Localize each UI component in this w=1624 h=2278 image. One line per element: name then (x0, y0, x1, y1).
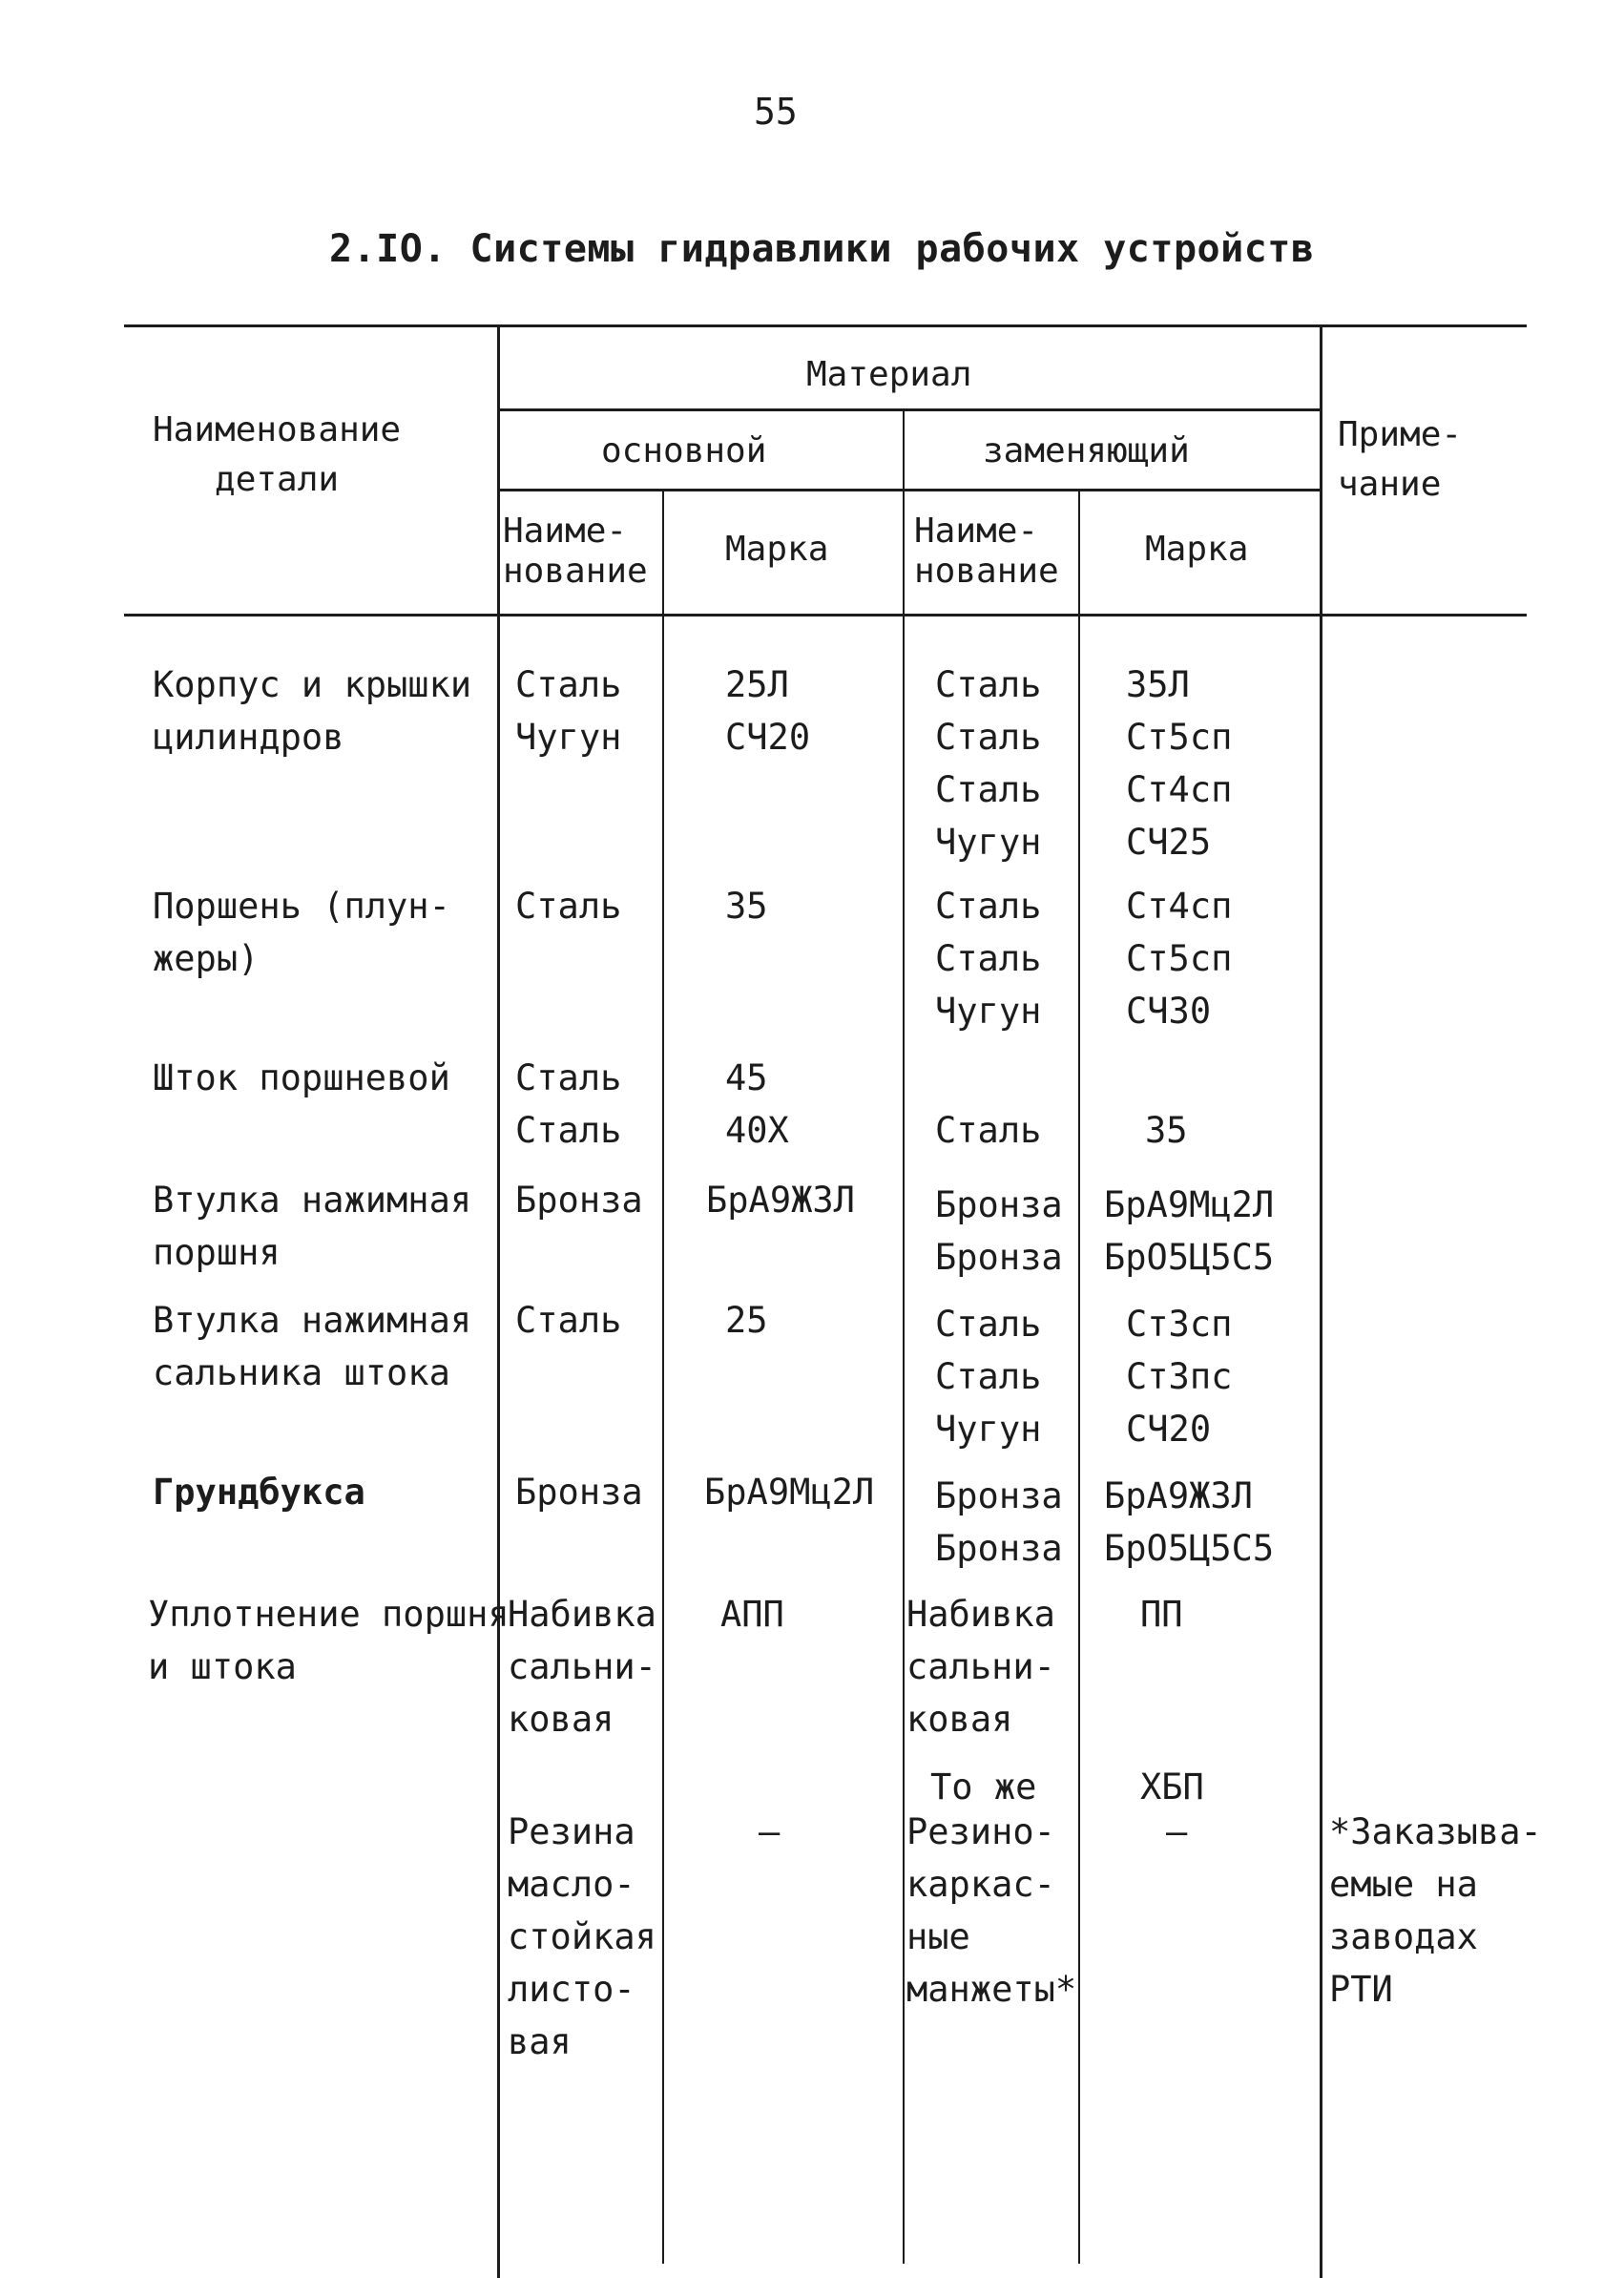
page-number: 55 (754, 91, 798, 133)
material-header-rule (498, 408, 1321, 411)
main-grade-cell: – (759, 1811, 781, 1852)
main-grade-cell: 25Л СЧ20 (725, 664, 811, 758)
main-grade-cell: БрА9Ж3Л (706, 1180, 855, 1221)
sub-name-cell: Набивка сальни- ковая (906, 1594, 1055, 1740)
header-substitute: заменяющий (983, 431, 1190, 470)
table-row: Резина масло- стойкая листо- вая (508, 1811, 656, 2062)
sub-grade-cell: ХБП (1140, 1766, 1204, 1808)
header-material: Материал (806, 355, 972, 394)
table-row: Втулка нажимная поршня (153, 1180, 472, 1273)
sub-name-cell: Резино- каркас- ные манжеты* (906, 1811, 1077, 2010)
table-row: Корпус и крышки цилиндров (153, 664, 472, 758)
sub-grade-cell: БрА9Мц2Л БрО5Ц5С5 (1104, 1184, 1275, 1278)
col-divider (662, 491, 664, 2264)
table-row: Шток поршневой (153, 1057, 450, 1098)
main-grade-cell: БрА9Мц2Л (704, 1472, 875, 1513)
table-row: Грундбукса (153, 1472, 365, 1513)
col-divider (1320, 326, 1322, 2278)
main-name-cell: Бронза (515, 1472, 643, 1513)
main-name-cell: Сталь Чугун (515, 664, 622, 758)
section-title: 2.IO. Системы гидравлики рабочих устройств (329, 227, 1315, 271)
header-main-grade: Марка (725, 530, 829, 569)
main-name-cell: Бронза (515, 1180, 643, 1221)
table-top-rule (124, 324, 1527, 327)
col-divider (1078, 491, 1080, 2264)
sub-name-cell: Сталь Сталь Чугун (935, 886, 1042, 1032)
main-name-cell: Сталь (515, 1300, 622, 1341)
table-row: Уплотнение поршня и штока (148, 1594, 510, 1687)
col-divider (497, 326, 500, 2278)
subheader-rule (498, 489, 1321, 491)
sub-name-cell: Сталь Сталь Чугун (935, 1304, 1042, 1450)
main-name-cell: Сталь Сталь (515, 1057, 622, 1151)
header-sub-grade: Марка (1145, 530, 1249, 569)
col-divider (903, 410, 905, 2264)
main-grade-cell: 45 40Х (725, 1057, 789, 1151)
sub-name-cell: Бронза Бронза (935, 1475, 1063, 1569)
header-note: Приме- чание (1338, 415, 1463, 504)
sub-grade-cell: ПП (1140, 1594, 1183, 1635)
sub-grade-cell: 35 (1145, 1110, 1188, 1151)
main-grade-cell: 35 (725, 886, 768, 927)
sub-grade-cell: – (1166, 1811, 1188, 1852)
sub-grade-cell: Ст3сп Ст3пс СЧ20 (1126, 1304, 1233, 1450)
main-grade-cell: 25 (725, 1300, 768, 1341)
sub-name-cell: Бронза Бронза (935, 1184, 1063, 1278)
header-bottom-rule (124, 614, 1527, 617)
main-name-cell: Набивка сальни- ковая (508, 1594, 656, 1740)
header-part-name: Наименование детали (153, 410, 402, 499)
sub-name-cell: Сталь (935, 1110, 1042, 1151)
sub-grade-cell: БрА9Ж3Л БрО5Ц5С5 (1104, 1475, 1275, 1569)
table-row: Втулка нажимная сальника штока (153, 1300, 472, 1393)
main-name-cell: Сталь (515, 886, 622, 927)
sub-name-cell: То же (930, 1766, 1037, 1808)
sub-grade-cell: 35Л Ст5сп Ст4сп СЧ25 (1126, 664, 1233, 863)
sub-grade-cell: Ст4сп Ст5сп СЧ30 (1126, 886, 1233, 1032)
header-sub-name: Наиме- нование (914, 512, 1059, 591)
header-main-name: Наиме- нование (503, 512, 648, 591)
main-grade-cell: АПП (720, 1594, 784, 1635)
sub-name-cell: Сталь Сталь Сталь Чугун (935, 664, 1042, 863)
table-row: Поршень (плун- жеры) (153, 886, 450, 979)
header-main: основной (601, 431, 767, 470)
note-cell: *Заказыва- емые на заводах РТИ (1329, 1811, 1542, 2010)
